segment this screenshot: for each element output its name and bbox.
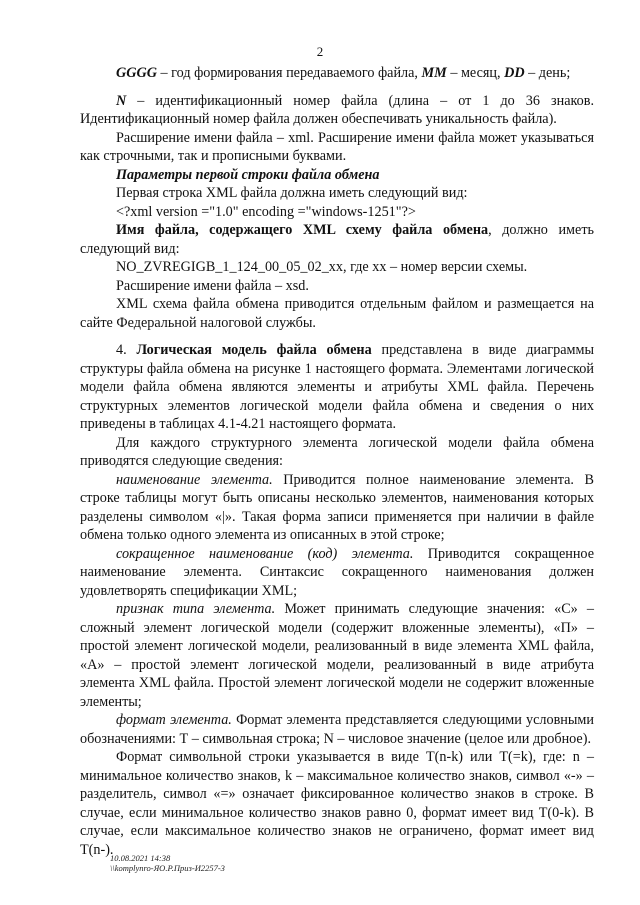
text-fragment: представлена в виде диаграммы структуры файла обмена на рисунке 1 настоящего формата. Элементами логической модели файла обмена являются элементы и атрибуты XML файла. Перечень структурных элементов логической модели файла обмена и сведения о них приведены в таблицах 4.1-4.21 настоящего формата. xyxy=(80,342,595,432)
paragraph-element-type xyxy=(80,600,594,711)
text-fragment: – идентификационный номер файла (длина – от 1 до 36 знаков. Идентификационный номер файла должен обеспечивать уникальность файла). xyxy=(80,92,594,127)
text-fragment: Приводится сокращенное наименование элемента. Синтаксис сокращенного наименования должен удовлетворять спецификации XML; xyxy=(80,545,594,599)
schema-file-name: NO_ZVREGIGB_1_124_00_05_02_xx, где хх – номер версии схемы. xyxy=(116,259,528,275)
text-fragment: – месяц, xyxy=(446,65,505,81)
paragraph-file-id xyxy=(80,92,594,129)
term-element-code: сокращенное наименование (код) элемента. xyxy=(116,545,414,562)
print-footer xyxy=(110,853,225,873)
text-fragment: , должно иметь следующий вид: xyxy=(80,222,594,257)
paragraph-logical-model xyxy=(80,341,594,434)
paragraph-element-info: Для каждого структурного элемента логической модели файла обмена приводятся следующие сведения: xyxy=(80,434,594,469)
text-fragment: – год формирования передаваемого файла, xyxy=(156,65,422,81)
text-fragment: Приводится полное наименование элемента. В строке таблицы могут быть описаны несколько элементов, наименования которых разделены символом «|». Такая форма записи применяется при наличии в файле обмена только одного элемента из описанных в этой строке; xyxy=(80,471,594,543)
paragraph-date-format xyxy=(80,64,594,83)
paragraph-element-code xyxy=(80,545,594,601)
term-n: N xyxy=(116,92,127,109)
page-number: 2 xyxy=(316,44,324,59)
text-fragment: Может принимать следующие значения: «С» – сложный элемент логической модели (содержит вложенные элементы), «П» – простой элемент логической модели, реализованный в виде элемента XML файла, «А» – простой элемент логической модели, реализованный в виде атрибута элемента XML файла. Простой элемент логической модели не содержит вложенные элементы; xyxy=(80,601,594,710)
term-mm: MM xyxy=(421,65,447,81)
print-file-path: \\komplynro-ЯО.Р.Приз-И2257-3 xyxy=(110,863,225,873)
term-element-name: наименование элемента. xyxy=(116,471,273,488)
term-dd: DD xyxy=(504,65,525,81)
paragraph-schema-name xyxy=(80,221,594,258)
logical-model-heading: Логическая модель файла обмена xyxy=(136,342,372,358)
print-timestamp: 10.08.2021 14:38 xyxy=(110,853,171,863)
schema-name-heading: Имя файла, содержащего XML схему файла обмена xyxy=(116,222,489,238)
text-fragment: – день; xyxy=(524,65,571,81)
term-element-type: признак типа элемента. xyxy=(116,601,276,617)
xml-declaration: <?xml version ="1.0" encoding ="windows-1251"?> xyxy=(116,203,416,220)
term-element-format: формат элемента. xyxy=(116,712,232,728)
paragraph-extension: Расширение имени файла – xml. Расширение имени файла может указываться как строчными, так и прописными буквами. xyxy=(80,129,594,164)
paragraph-element-format xyxy=(80,711,594,748)
section-number: 4. xyxy=(116,342,137,358)
text-fragment: Формат элемента представляется следующими условными обозначениями: Т – символьная строка; N – числовое значение (целое или дробное). xyxy=(80,712,594,747)
term-gggg: GGGG xyxy=(116,65,157,81)
paragraph-first-line: Первая строка XML файла должна иметь следующий вид: xyxy=(116,185,468,201)
paragraph-element-name xyxy=(80,471,594,545)
paragraph-schema-location: XML схема файла обмена приводится отдельным файлом и размещается на сайте Федеральной налоговой службы. xyxy=(80,296,594,331)
section-heading-first-line: Параметры первой строки файла обмена xyxy=(116,166,380,183)
paragraph-xsd-extension: Расширение имени файла – xsd. xyxy=(116,277,309,294)
document-body xyxy=(80,64,594,859)
paragraph-string-format: Формат символьной строки указывается в виде Т(n-k) или T(=k), где: n – минимальное количество знаков, k – максимальное количество знаков, символ «-» – разделитель, символ «=» означает фиксированное количество знаков в строке. В случае, если минимальное количество знаков равно 0, формат имеет вид Т(0-k). В случае, если максимальное количество знаков не ограничено, формат имеет вид Т(n-). xyxy=(80,749,594,858)
